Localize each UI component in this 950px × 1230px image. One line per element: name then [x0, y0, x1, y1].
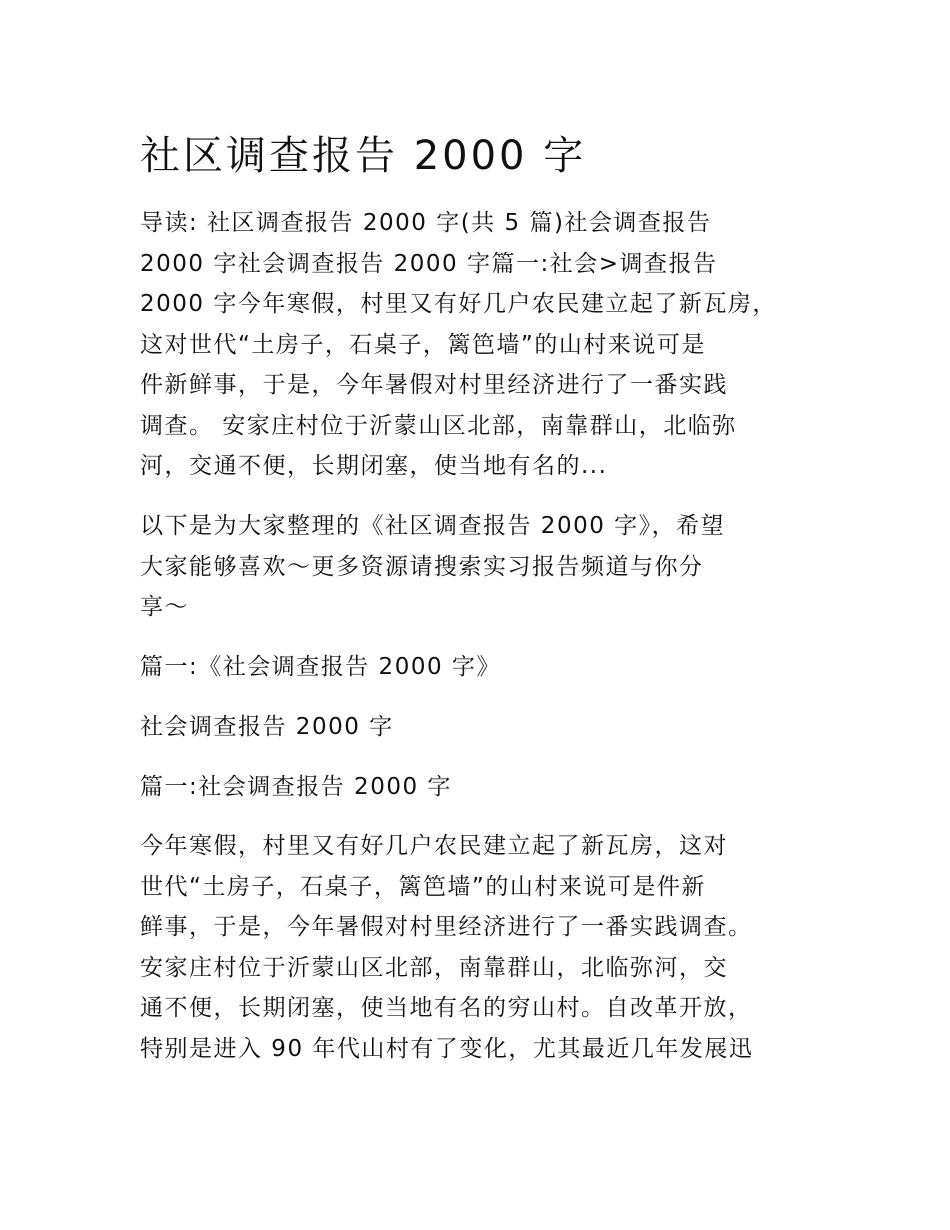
intro-line: 2000 字社会调查报告 2000 字篇一:社会>调查报告 [140, 250, 718, 277]
intro-line: 调查。 安家庄村位于沂蒙山区北部，南靠群山，北临弥 [140, 412, 737, 439]
intro-line: 件新鲜事，于是，今年暑假对村里经济进行了一番实践 [140, 372, 728, 398]
intro-line: 导读: 社区调查报告 2000 字(共 5 篇)社会调查报告 [140, 210, 712, 236]
intro-paragraph [140, 203, 777, 487]
thanks-line: 大家能够喜欢～更多资源请搜索实习报告频道与你分 [140, 553, 704, 580]
body-line: 今年寒假，村里又有好几户农民建立起了新瓦房，这对 [140, 833, 728, 859]
section-heading-1: 篇一:《社会调查报告 2000 字》 [140, 654, 501, 680]
intro-line: 河，交通不便，长期闭塞，使当地有名的... [140, 453, 608, 479]
body-line: 通不便，长期闭塞，使当地有名的穷山村。自改革开放， [140, 995, 753, 1021]
intro-line: 这对世代“土房子，石桌子，篱笆墙”的山村来说可是 [140, 331, 706, 358]
thanks-paragraph [140, 506, 725, 628]
body-line: 鲜事，于是，今年暑假对村里经济进行了一番实践调查。 [140, 914, 753, 940]
section-heading-3: 篇一:社会调查报告 2000 字 [140, 774, 452, 800]
thanks-line: 享～ [140, 594, 189, 620]
document-title: 社区调查报告 2000 字 [140, 133, 587, 179]
thanks-line: 以下是为大家整理的《社区调查报告 2000 字》，希望 [140, 513, 726, 539]
body-line: 安家庄村位于沂蒙山区北部，南靠群山，北临弥河，交 [140, 954, 728, 981]
body-line: 特别是进入 90 年代山村有了变化，尤其最近几年发展迅 [140, 1035, 754, 1062]
body-paragraph [140, 826, 753, 1069]
section-heading-2: 社会调查报告 2000 字 [140, 714, 394, 740]
body-line: 世代“土房子，石桌子，篱笆墙”的山村来说可是件新 [140, 873, 706, 900]
intro-line: 2000 字今年寒假，村里又有好几户农民建立起了新瓦房， [140, 291, 777, 317]
